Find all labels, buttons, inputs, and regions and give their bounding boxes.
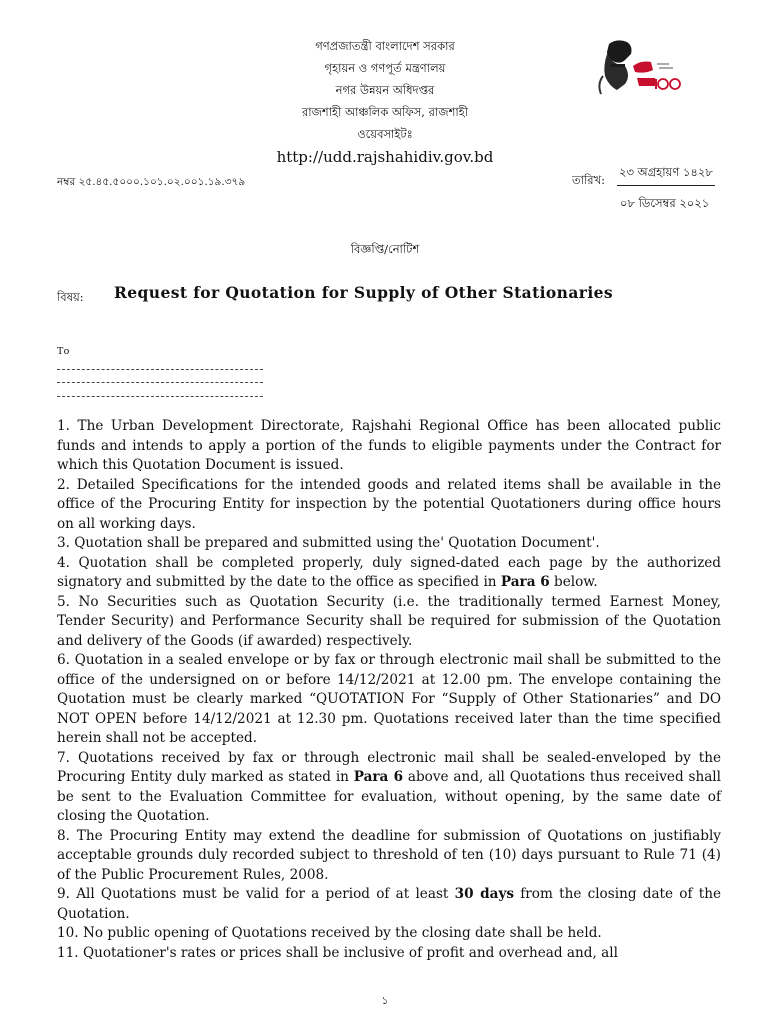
subject-label: বিষয়: (57, 290, 84, 304)
paragraph-text: 9. All Quotations must be valid for a period of at least (57, 886, 455, 902)
mujib-100-logo (595, 36, 695, 98)
paragraph-1: 1. The Urban Development Directorate, Rajshahi Regional Office has been allocated public funds and intends to apply a portion of the funds to eligible payments under the Contract for which this Quotation Document is issued. (57, 418, 721, 473)
to-label: To (57, 346, 71, 357)
recipient-line (57, 382, 263, 383)
memo-reference: নম্বর ২৫.৪৫.৫০০০.১০১.০২.০০১.১৯.৩৭৯ (57, 176, 246, 188)
subject-text: Request for Quotation for Supply of Other Stationaries (114, 283, 614, 302)
header-website-label: ওয়েবসাইটঃ (357, 127, 413, 141)
paragraph-4 (57, 554, 721, 593)
date-label: তারিখ: (572, 173, 606, 187)
header-ministry: গৃহায়ন ও গণপূর্ত মন্ত্রণালয় (324, 61, 446, 75)
header-website-url[interactable]: http://udd.rajshahidiv.gov.bd (276, 148, 494, 166)
paragraph-9 (57, 885, 721, 924)
paragraph-3: 3. Quotation shall be prepared and submitted using the' Quotation Document'. (57, 535, 600, 551)
paragraph-text: from the closing date of the Quotation. (57, 886, 721, 922)
date-bangla: ২৩ অগ্রহায়ণ ১৪২৮ (617, 164, 715, 186)
paragraph-5: 5. No Securities such as Quotation Security (i.e. the traditionally termed Earnest Money, Tender Security) and Performance Security shall be required for submission of the Quotation and delivery of the Goods (if awarded) respectively. (57, 593, 721, 649)
logo-icon (595, 36, 695, 98)
paragraph-text: 4. Quotation shall be completed properly, duly signed-dated each page by the authorized signatory and submitted by the date to the office as specified in (57, 554, 721, 590)
header-office: রাজশাহী আঞ্চলিক অফিস, রাজশাহী (301, 105, 469, 119)
recipient-line (57, 369, 263, 370)
paragraph-6: 6. Quotation in a sealed envelope or by fax or through electronic mail shall be submitted to the office of the undersigned on or before 14/12/2021 at 12.00 pm. The envelope containing the Quotation must be clearly marked “QUOTATION For “Supply of Other Stationaries” and DO NOT OPEN before 14/12/2021 at 12.30 pm. Quotations received later than the time specified herein shall not be accepted. (57, 652, 721, 746)
page-number: ১ (381, 994, 389, 1007)
paragraph-7 (57, 749, 721, 827)
paragraph-11: 11. Quotationer's rates or prices shall be inclusive of profit and overhead and, all (57, 944, 618, 961)
para-reference: Para 6 (500, 574, 550, 590)
paragraph-text: above and, all Quotations thus received shall be sent to the Evaluation Committee for evaluation, without opening, by the same date of closing the Quotation. (57, 769, 721, 824)
validity-period: 30 days (454, 886, 515, 902)
notice-body (57, 417, 721, 963)
paragraph-text: below. (549, 574, 598, 590)
recipient-line (57, 396, 263, 397)
header-directorate: নগর উন্নয়ন অধিদপ্তর (335, 83, 435, 97)
paragraph-text: 7. Quotations received by fax or through electronic mail shall be sealed-enveloped by the Procuring Entity duly marked as stated in (57, 749, 721, 785)
paragraph-10: 10. No public opening of Quotations received by the closing date shall be held. (57, 925, 602, 941)
paragraph-2: 2. Detailed Specifications for the intended goods and related items shall be available in the office of the Procuring Entity for inspection by the potential Quotationers during office hours on all working days. (57, 476, 721, 532)
date-english: ০৮ ডিসেম্বর ২০২১ (620, 196, 710, 210)
header-govt: গণপ্রজাতন্ত্রী বাংলাদেশ সরকার (315, 39, 455, 53)
notice-title: বিজ্ঞপ্তি/নোটিশ (350, 242, 420, 256)
paragraph-8: 8. The Procuring Entity may extend the deadline for submission of Quotations on justifiably acceptable grounds duly recorded subject to threshold of ten (10) days pursuant to Rule 71 (4) of the Public Procurement Rules, 2008. (57, 827, 721, 883)
para-reference: Para 6 (353, 769, 404, 785)
